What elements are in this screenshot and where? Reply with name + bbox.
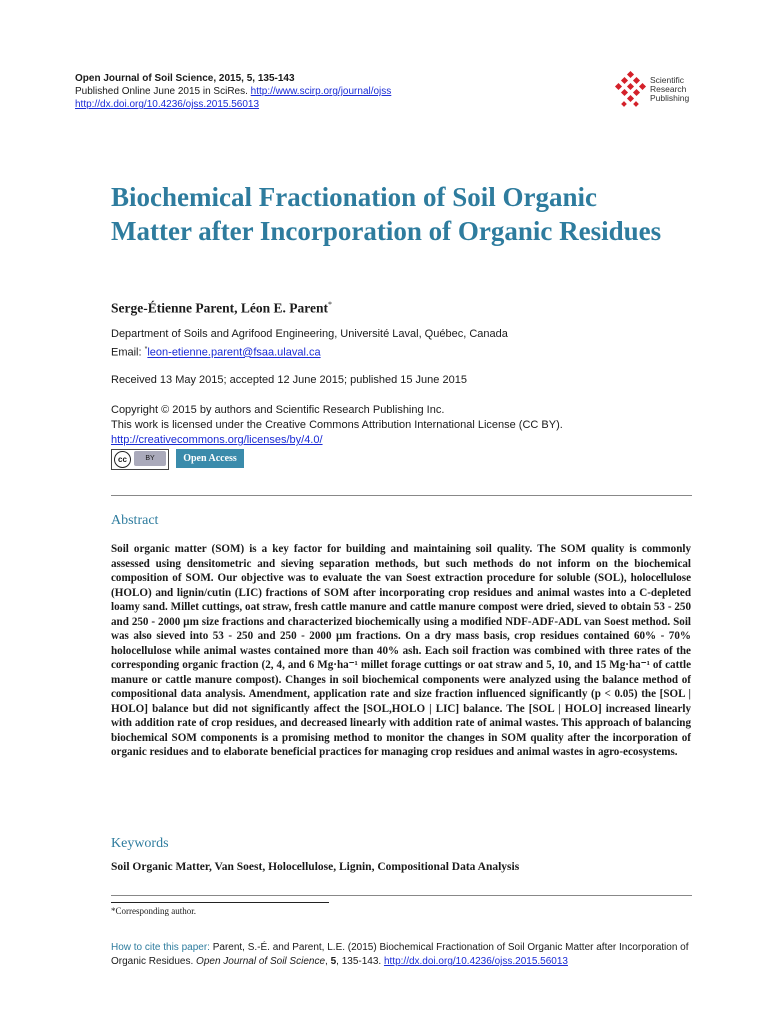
cite-text: Parent, S.-É. and Parent, L.E. (2015) Biochemical Fractionation of Soil Organic Matter after Incorporation of Organic Residues. (111, 942, 689, 967)
corresponding-mark: * (327, 300, 332, 309)
published-line (75, 85, 391, 98)
cite-journal: Open Journal of Soil Science (196, 956, 326, 967)
cite-pages: , 135-143. (336, 956, 384, 967)
email-line (111, 342, 508, 361)
cite-sep: , (325, 956, 331, 967)
cite-label: How to cite this paper: (111, 942, 213, 953)
how-to-cite (111, 941, 696, 969)
footnote-rule (111, 902, 329, 903)
affiliation: Department of Soils and Agrifood Engineering, Université Laval, Québec, Canada (111, 328, 508, 340)
abstract-text: Soil organic matter (SOM) is a key factor for building and maintaining soil quality. The SOM quality is commonly assessed using densitometric and sieving separation methods, but such methods do not inform on the biochemical composition of SOM. Our objective was to evaluate the van Soest extraction procedure for soluble (SOL), holocellulose (HOLO) and lignin/cutin (LIC) fractions of SOM after incorporating crop residues and animal wastes into a C-depleted loamy sand. Millet cuttings, oat straw, fresh cattle manure and cattle manure compost were dried, sieved to obtain 53 - 250 and 250 - 2000 µm size fractions and characterized biochemically using a modified NDF-ADF-ADL van Soest method. Soil was also sieved into 53 - 250 and 250 - 2000 µm fractions. On a dry mass basis, crop residues contained 60% - 70% holocellulose while animal wastes contained more than 40% ash. Each soil fraction was combined with three rates of the corresponding organic fraction (2, 4, and 6 Mg·ha⁻¹ millet forage cuttings or oat straw and 5, 10, and 15 Mg·ha⁻¹ of cattle manure or cattle manure compost). Changes in soil biochemical components were analyzed using the balance method of compositional data analysis. Amendment, application rate and size fraction influenced significantly (p < 0.05) the [SOL | HOLO] balance but did not significantly affect the [SOL,HOLO | LIC] balance. The [SOL | HOLO] increased linearly with addition rate of crop residues, and decreased linearly with addition rate of animal wastes. This approach of balancing biochemical SOM components is a promising method to monitor the changes in SOM quality after the incorporation of organic residues and to elaborate beneficial practices for managing crop residues and animal wastes in agro-ecosystems. (111, 543, 691, 758)
copyright-block (111, 403, 563, 448)
cite-volume: 5 (330, 956, 337, 967)
journal-url-link[interactable]: http://www.scirp.org/journal/ojss (250, 86, 392, 97)
license-line: This work is licensed under the Creative Commons Attribution International License (CC BY). (111, 419, 563, 431)
copyright-line: Copyright © 2015 by authors and Scientific Research Publishing Inc. (111, 404, 445, 416)
author-names: Serge-Étienne Parent, Léon E. Parent (111, 300, 328, 316)
email-label: Email: (111, 346, 145, 359)
logo-line-1: Scientific (650, 75, 685, 85)
affiliation-block (111, 327, 508, 361)
paper-title: Biochemical Fractionation of Soil Organic Matter after Incorporation of Organic Residues (111, 182, 662, 246)
published-text: Published Online June 2015 in SciRes. (75, 86, 251, 97)
doi-link[interactable]: http://dx.doi.org/10.4236/ojss.2015.56013 (75, 99, 260, 110)
cc-icon: cc (114, 451, 131, 468)
scirp-logo (614, 70, 704, 110)
cite-doi-link[interactable]: http://dx.doi.org/10.4236/ojss.2015.56013 (383, 956, 568, 967)
open-access-badge[interactable]: Open Access (176, 449, 244, 468)
abstract-heading: Abstract (111, 513, 159, 528)
red-diamond-cluster-logo-icon (614, 70, 648, 110)
cc-by-badge[interactable] (111, 449, 169, 470)
keywords-heading: Keywords (111, 836, 169, 851)
logo-line-3: Publishing (650, 93, 690, 103)
journal-citation: Open Journal of Soil Science, 2015, 5, 135-143 (75, 73, 295, 84)
logo-line-2: Research (650, 84, 687, 94)
divider-bottom (111, 895, 692, 896)
email-mark: * (144, 346, 148, 353)
license-link[interactable]: http://creativecommons.org/licenses/by/4.0/ (111, 434, 323, 446)
by-icon: BY (134, 451, 166, 466)
email-link[interactable]: leon-etienne.parent@fsaa.ulaval.ca (147, 346, 321, 359)
footnote: *Corresponding author. (111, 906, 196, 916)
divider-top (111, 495, 692, 496)
publication-dates: Received 13 May 2015; accepted 12 June 2015; published 15 June 2015 (111, 374, 467, 386)
journal-header (75, 72, 391, 111)
keywords-text: Soil Organic Matter, Van Soest, Holocellulose, Lignin, Compositional Data Analysis (111, 861, 520, 873)
authors (111, 300, 332, 317)
